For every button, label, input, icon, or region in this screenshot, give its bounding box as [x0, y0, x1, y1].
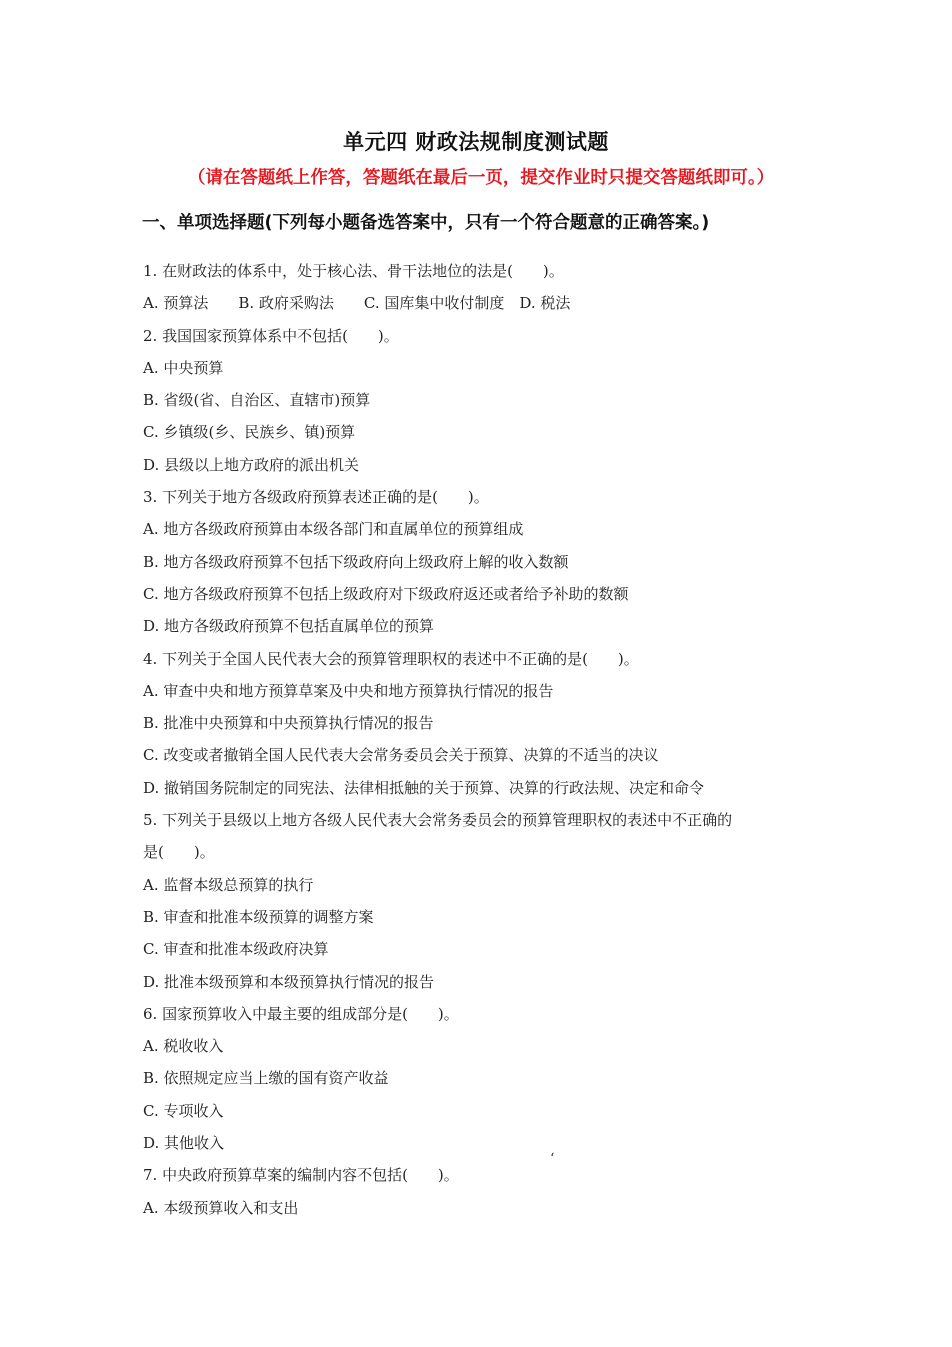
question-4-option-c: C. 改变或者撤销全国人民代表大会常务委员会关于预算、决算的不适当的决议 [143, 746, 659, 765]
question-4-option-b: B. 批准中央预算和中央预算执行情况的报告 [143, 714, 434, 733]
question-2-stem: 2. 我国国家预算体系中不包括( )。 [143, 326, 399, 345]
section-heading: 一、单项选择题(下列每小题备选答案中，只有一个符合题意的正确答案。) [142, 213, 710, 233]
question-6-option-c: C. 专项收入 [143, 1101, 224, 1120]
question-2-option-c: C. 乡镇级(乡、民族乡、镇)预算 [143, 423, 356, 442]
question-1-options: A. 预算法 B. 政府采购法 C. 国库集中收付制度 D. 税法 [143, 294, 571, 313]
question-4-stem: 4. 下列关于全国人民代表大会的预算管理职权的表述中不正确的是( )。 [143, 649, 639, 668]
question-5-stem: 5. 下列关于县级以上地方各级人民代表大会常务委员会的预算管理职权的表述中不正确的 [143, 811, 733, 830]
question-6-option-a: A. 税收收入 [143, 1037, 224, 1056]
question-7-option-a: A. 本级预算收入和支出 [143, 1198, 299, 1217]
question-list [143, 255, 823, 1224]
question-1-stem: 1. 在财政法的体系中，处于核心法、骨干法地位的法是( )。 [143, 262, 564, 280]
question-3-option-b: B. 地方各级政府预算不包括下级政府向上级政府上解的收入数额 [143, 552, 569, 571]
stray-mark: ‘ [550, 1151, 555, 1167]
question-5-option-a: A. 监督本级总预算的执行 [143, 875, 314, 894]
question-3-option-d: D. 地方各级政府预算不包括直属单位的预算 [143, 617, 435, 636]
question-3-option-a: A. 地方各级政府预算由本级各部门和直属单位的预算组成 [143, 520, 524, 539]
question-6-option-b: B. 依照规定应当上缴的国有资产收益 [143, 1069, 389, 1088]
question-2-option-a: A. 中央预算 [143, 358, 224, 377]
question-5-option-d: D. 批准本级预算和本级预算执行情况的报告 [143, 972, 435, 991]
question-2-option-b: B. 省级(省、自治区、直辖市)预算 [143, 391, 371, 410]
question-4-option-d: D. 撤销国务院制定的同宪法、法律相抵触的关于预算、决算的行政法规、决定和命令 [143, 778, 705, 797]
question-3-option-c: C. 地方各级政府预算不包括上级政府对下级政府返还或者给予补助的数额 [143, 584, 629, 603]
question-6-stem: 6. 国家预算收入中最主要的组成部分是( )。 [143, 1004, 459, 1023]
question-5-option-c: C. 审查和批准本级政府决算 [143, 940, 329, 959]
question-5-option-b: B. 审查和批准本级预算的调整方案 [143, 907, 374, 926]
question-4-option-a: A. 审查中央和地方预算草案及中央和地方预算执行情况的报告 [143, 681, 554, 700]
question-3-stem: 3. 下列关于地方各级政府预算表述正确的是( )。 [143, 488, 489, 507]
document-title: 单元四 财政法规制度测试题 [343, 130, 609, 154]
question-7-stem: 7. 中央政府预算草案的编制内容不包括( )。 [143, 1166, 459, 1185]
question-6-option-d: D. 其他收入 [143, 1134, 225, 1153]
question-5-stem-continued: 是( )。 [143, 843, 215, 862]
question-2-option-d: D. 县级以上地方政府的派出机关 [143, 455, 360, 474]
answer-sheet-notice: （请在答题纸上作答，答题纸在最后一页，提交作业时只提交答题纸即可。） [187, 168, 775, 188]
